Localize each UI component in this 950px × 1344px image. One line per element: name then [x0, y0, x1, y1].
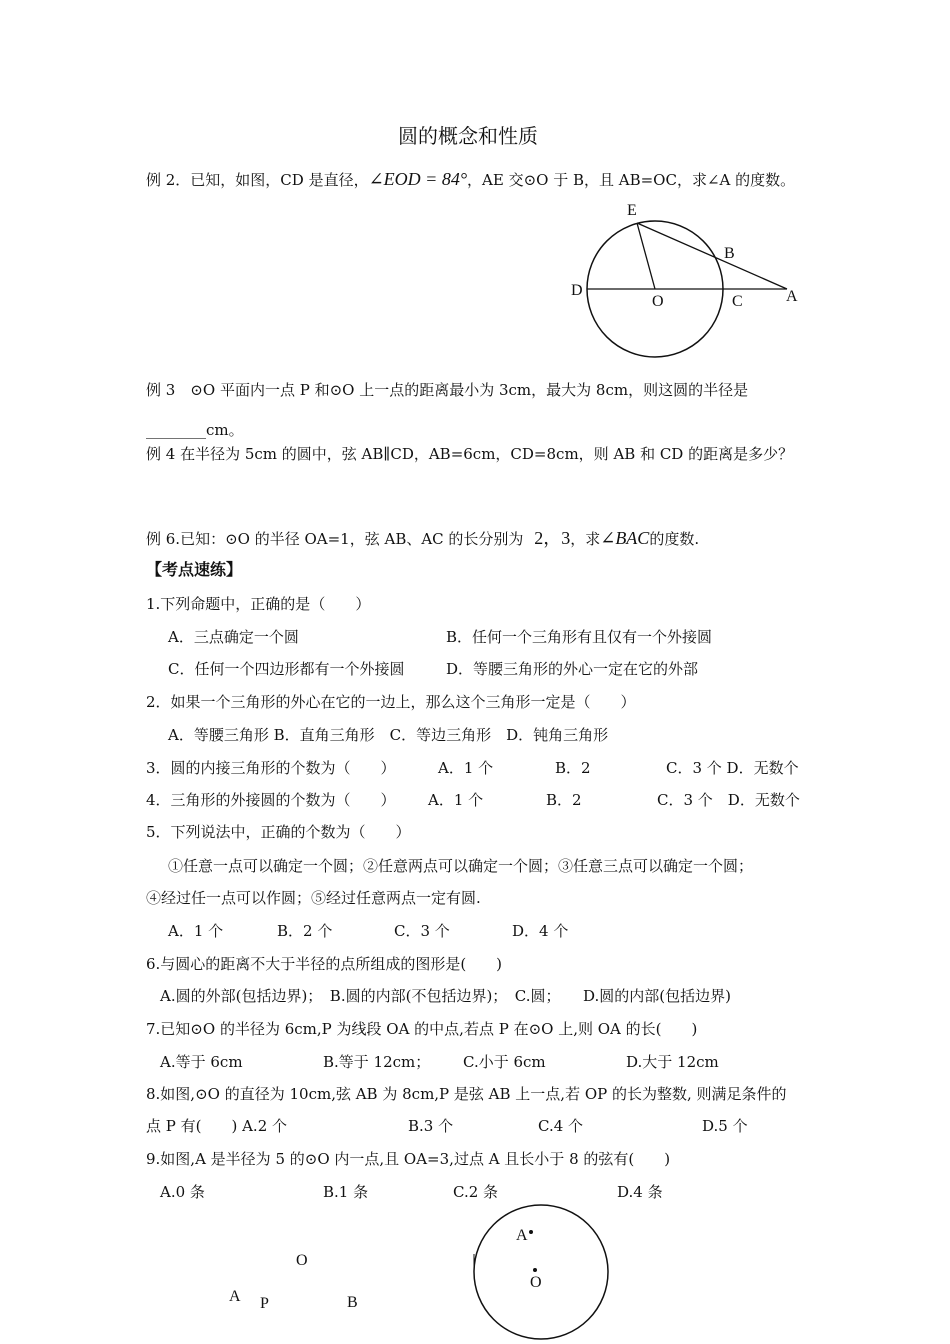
figure-1	[571, 202, 798, 357]
secant-ea	[637, 223, 787, 289]
question-1-option-d: D．等腰三角形的外心一定在它的外部	[446, 660, 699, 678]
radius-oe	[637, 223, 655, 289]
label-d: D	[571, 282, 583, 299]
example-6-angle: ∠BAC	[600, 528, 650, 548]
question-8-line-2: 点 P 有( ) A.2 个	[146, 1117, 288, 1135]
example-6-values: 2，3	[534, 528, 571, 548]
question-1-option-b: B．任何一个三角形有且仅有一个外接圆	[446, 628, 713, 646]
label-o: O	[652, 293, 664, 310]
example-2-prefix: 例 2．已知，如图，CD 是直径，	[146, 171, 369, 189]
question-5: 5．下列说法中，正确的个数为（ ）	[146, 823, 411, 841]
question-9-option-b: B.1 条	[323, 1183, 369, 1201]
question-9: 9.如图,A 是半径为 5 的⊙O 内一点,且 OA=3,过点 A 且长小于 8 的弦有( )	[146, 1150, 671, 1168]
question-4: 4．三角形的外接圆的个数为（ ）	[146, 791, 396, 809]
label-b: B	[724, 245, 735, 262]
point-o	[533, 1268, 537, 1272]
question-5-option-a: A．1 个	[168, 922, 224, 940]
question-3-option-b: B．2	[555, 759, 591, 777]
question-6: 6.与圆心的距离不大于半径的点所组成的图形是( )	[146, 955, 503, 973]
example-6-mid: ，求	[570, 530, 601, 548]
question-4-option-b: B．2	[546, 791, 582, 809]
question-9-option-d: D.4 条	[617, 1183, 663, 1201]
label-a: A	[786, 288, 798, 305]
label-o: O	[296, 1252, 308, 1269]
label-a: A	[516, 1227, 528, 1244]
example-6	[146, 529, 699, 548]
example-4: 例 4 在半径为 5cm 的圆中，弦 AB∥CD，AB=6cm，CD=8cm，则 AB 和 CD 的距离是多少？	[146, 445, 794, 463]
label-a: A	[229, 1288, 241, 1305]
question-5-line-1: ①任意一点可以确定一个圆；②任意两点可以确定一个圆；③任意三点可以确定一个圆；	[168, 857, 754, 875]
question-5-option-c: C．3 个	[394, 922, 450, 940]
question-4-option-a: A．1 个	[428, 791, 484, 809]
question-4-option-cd: C．3 个 D．无数个	[657, 791, 800, 809]
question-6-options: A.圆的外部(包括边界)； B.圆的内部(不包括边界)； C.圆； D.圆的内部(包括边界)	[160, 987, 731, 1005]
question-7: 7.已知⊙O 的半径为 6cm,P 为线段 OA 的中点,若点 P 在⊙O 上,则 OA 的长( )	[146, 1020, 698, 1038]
example-6-prefix: 例 6.已知：⊙O 的半径 OA=1，弦 AB、AC 的长分别为	[146, 530, 524, 548]
question-8-line-1: 8.如图,⊙O 的直径为 10cm,弦 AB 为 8cm,P 是弦 AB 上一点,若 OP 的长为整数, 则满足条件的	[146, 1085, 787, 1103]
figure-2	[229, 1252, 358, 1312]
question-9-option-c: C.2 条	[453, 1183, 499, 1201]
figure-3	[474, 1205, 608, 1339]
question-5-option-b: B．2 个	[277, 922, 333, 940]
question-7-option-a: A.等于 6cm	[160, 1053, 243, 1071]
question-9-option-a: A.0 条	[160, 1183, 205, 1201]
question-3-option-a: A．1 个	[438, 759, 494, 777]
example-2-formula: ∠EOD = 84°	[368, 169, 468, 189]
question-3: 3．圆的内接三角形的个数为（ ）	[146, 759, 396, 777]
section-heading: 【考点速练】	[146, 560, 243, 579]
example-2-suffix: ，AE 交⊙O 于 B，且 AB=OC，求∠A 的度数。	[467, 171, 796, 189]
label-o: O	[530, 1274, 542, 1291]
label-e: E	[627, 202, 637, 219]
label-b: B	[347, 1294, 358, 1311]
question-1-option-a: A．三点确定一个圆	[168, 628, 299, 646]
example-6-suffix: 的度数.	[649, 530, 700, 548]
question-7-option-c: C.小于 6cm	[463, 1053, 546, 1071]
question-5-option-d: D．4 个	[512, 922, 569, 940]
question-1-option-c: C．任何一个四边形都有一个外接圆	[168, 660, 405, 678]
question-2-options: A．等腰三角形 B．直角三角形 C．等边三角形 D．钝角三角形	[168, 726, 609, 744]
point-a	[529, 1230, 533, 1234]
question-7-option-d: D.大于 12cm	[626, 1053, 719, 1071]
example-3-line-1: 例 3 ⊙O 平面内一点 P 和⊙O 上一点的距离最小为 3cm，最大为 8cm，则这圆的半径是	[146, 381, 749, 399]
question-5-line-2: ④经过任一点可以作圆；⑤经过任意两点一定有圆.	[146, 889, 481, 907]
circle-o-2	[474, 1205, 608, 1339]
question-1: 1.下列命题中，正确的是（ ）	[146, 595, 371, 613]
question-8-option-c: C.4 个	[538, 1117, 584, 1135]
example-3-line-2: ________cm。	[146, 421, 244, 439]
label-c: C	[732, 293, 743, 310]
question-2: 2．如果一个三角形的外心在它的一边上，那么这个三角形一定是（ ）	[146, 693, 636, 711]
page-title: 圆的概念和性质	[398, 124, 538, 148]
label-p: P	[260, 1295, 269, 1312]
question-8-option-b: B.3 个	[408, 1117, 454, 1135]
question-8-option-d: D.5 个	[702, 1117, 748, 1135]
question-7-option-b: B.等于 12cm；	[323, 1053, 431, 1071]
question-3-option-cd: C．3 个 D．无数个	[666, 759, 799, 777]
